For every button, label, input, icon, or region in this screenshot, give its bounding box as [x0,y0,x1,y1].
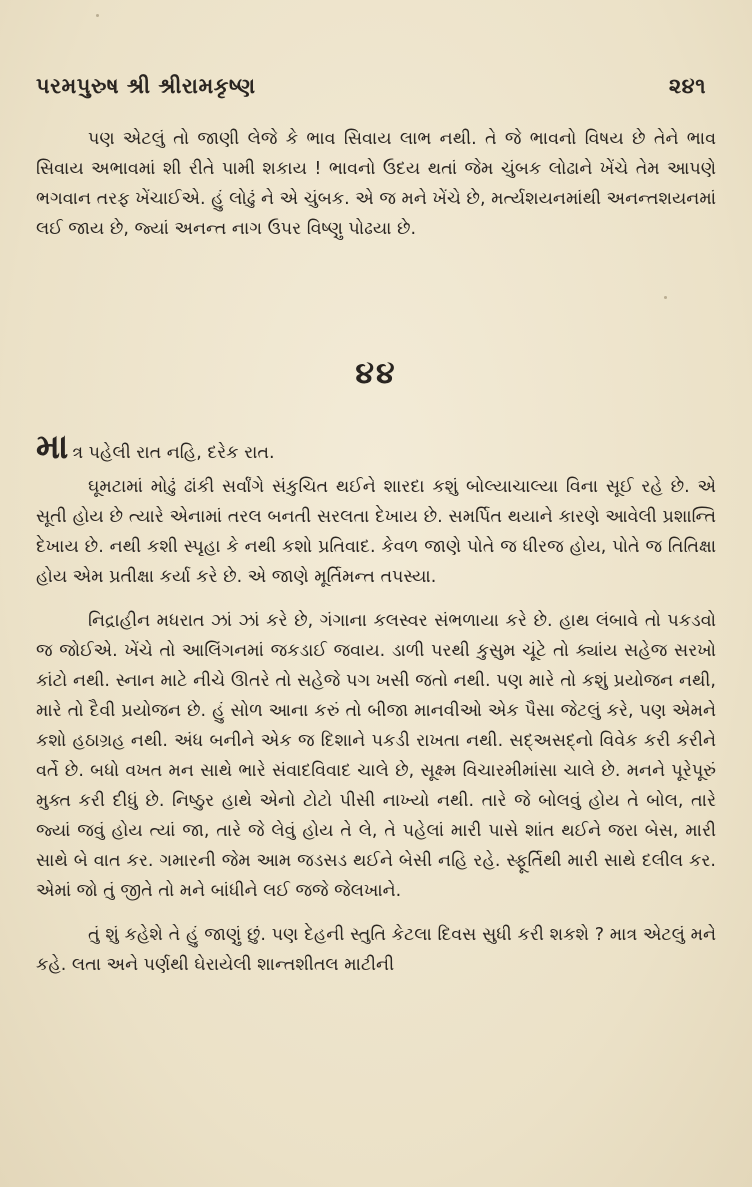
chapter-body [36,427,716,980]
chapter-number: ૪૪ [355,356,397,391]
running-head [36,74,706,99]
drop-cap: મા [36,427,69,467]
paragraph: તું શું કહેશે તે હું જાણું છું. પણ દેહની સ્તુતિ કેટલા દિવસ સુધી કરી શકશે ? માત્ર એટલું મને કહે. લતા અને પર્ણથી ઘેરાયેલી શાન્તશીતલ માટીની [36,925,716,975]
opening-line [36,427,716,468]
paper-speck [96,14,99,17]
paragraph: ઘૂમટામાં મોઢું ઢાંકી સર્વાંગે સંકુચિત થઈને શારદા કશું બોલ્યાચાલ્યા વિના સૂઈ રહે છે. એ સૂતી હોય છે ત્યારે એનામાં તરલ બનતી સરલતા દેખાય છે. સમર્પિત થયાને કારણે આવેલી પ્રશાન્તિ દેખાય છે. નથી કશી સ્પૃહા કે નથી કશો પ્રતિવાદ. કેવળ જાણે પોતે જ ધીરજ હોય, પોતે જ તિતિક્ષા હોય એમ પ્રતીક્ષા કર્યા કરે છે. એ જાણે મૂર્તિમન્ત તપસ્યા. [36,477,716,587]
paper-speck [664,296,667,299]
page-number: ૨૪૧ [668,74,706,98]
top-paragraph-block [36,124,716,244]
opening-text: ત્ર પહેલી રાત નહિ, દરેક રાત. [72,443,275,463]
top-paragraph: પણ એટલું તો જાણી લેજે કે ભાવ સિવાય લાભ નથી. તે જે ભાવનો વિષય છે તેને ભાવ સિવાય અભાવમાં શી રીતે પામી શકાય ! ભાવનો ઉદય થતાં જેમ ચુંબક લોઢાને ખેંચે તેમ આપણે ભગવાન તરફ ખેંચાઈએ. હું લોઢું ને એ ચુંબક. એ જ મને ખેંચે છે, મર્ત્યશયનમાંથી અનન્તશયનમાં લઈ જાય છે, જ્યાં અનન્ત નાગ ઉપર વિષ્ણુ પોઢયા છે. [36,129,716,239]
running-head-title: પરમપુરુષ શ્રી શ્રીરામકૃષ્ણ [36,74,256,98]
paragraph: નિદ્રાહીન મધરાત ઝાં ઝાં કરે છે, ગંગાના કલસ્વર સંભળાયા કરે છે. હાથ લંબાવે તો પકડવો જ જોઈએ. ખેંચે તો આલિંગનમાં જકડાઈ જવાય. ડાળી પરથી કુસુમ ચૂંટે તો ક્યાંય સહેજ સરખો કાંટો નથી. સ્નાન માટે નીચે ઊતરે તો સહેજે પગ ખસી જતો નથી. પણ મારે તો કશું પ્રયોજન નથી, મારે તો દૈવી પ્રયોજન છે. હું સોળ આના કરું તો બીજા માનવીઓ એક પૈસા જેટલું કરે, પણ એમને કશો હઠાગ્રહ નથી. અંધ બનીને એક જ દિશાને પકડી રાખતા નથી. સદ્અસદ્નો વિવેક કરી કરીને વર્તે છે. બધો વખત મન સાથે ભારે સંવાદવિવાદ ચાલે છે, સૂક્ષ્મ વિચારમીમાંસા ચાલે છે. મનને પૂરેપૂરું મુક્ત કરી દીધું છે. નિષ્ઠુર હાથે એનો ટોટો પીસી નાખ્યો નથી. તારે જે બોલવું હોય તે બોલ, તારે જ્યાં જવું હોય ત્યાં જા, તારે જે લેવું હોય તે લે, તે પહેલાં મારી પાસે શાંત થઈને જરા બેસ, મારી સાથે બે વાત કર. ગમારની જેમ આમ જડસડ થઈને બેસી નહિ રહે. સ્ફૂર્તિથી મારી સાથે દલીલ કર. એમાં જો તું જીતે તો મને બાંધીને લઈ જજે જેલખાને. [36,611,716,901]
